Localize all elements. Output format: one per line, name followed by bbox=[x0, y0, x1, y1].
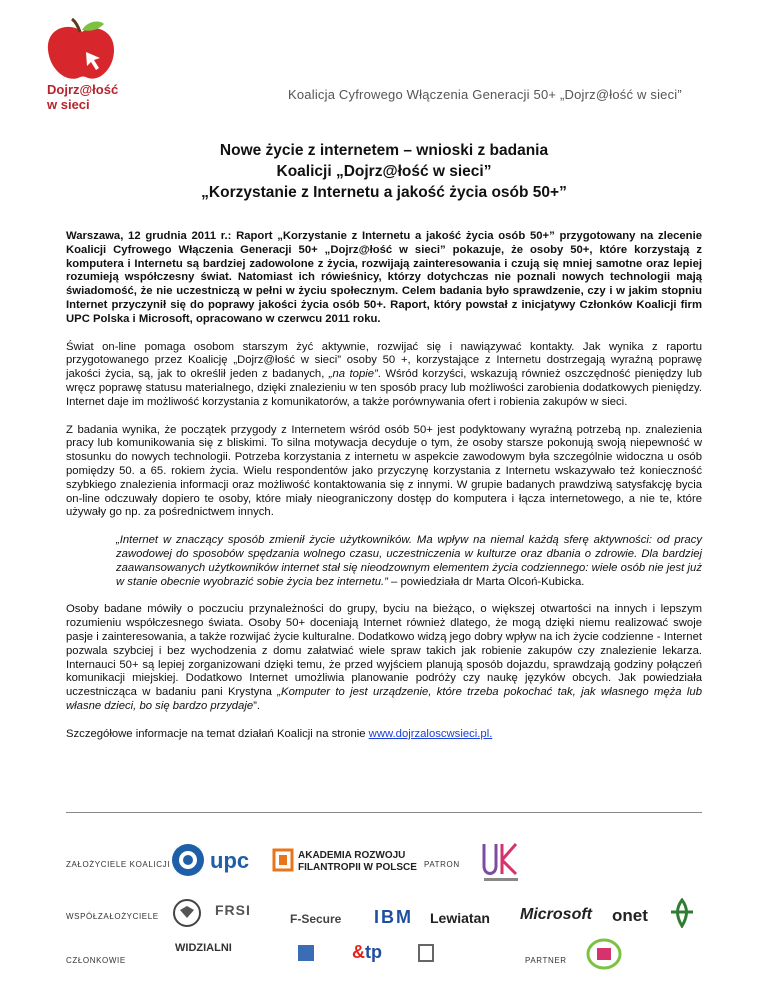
apple-logo bbox=[42, 18, 122, 89]
coalition-tagline: Koalicja Cyfrowego Włączenia Generacji 50+ „Dojrz@łość w sieci” bbox=[288, 87, 682, 102]
upc-logo bbox=[170, 842, 206, 883]
paragraph-3 bbox=[66, 603, 702, 713]
lead-paragraph: Warszawa, 12 grudnia 2011 r.: Raport „Korzystanie z Internetu a jakość życia osób 50+” przygotowany na zlecenie Koalicji Cyfrowego Włączenia Generacji 50+ „Dojrz@łość w sieci” pokazuje, że osoby 50+, które korzystają z komputera i Internetu są bardziej zadowolone z życia, rozwijają zainteresowania i czują się mniej samotne oraz lepiej rozumieją współczesny świat. Natomiast ich rówieśnicy, którzy dotychczas nie poznali nowych technologii mają świadomość, że nie uczestniczą w pełni w życiu społecznym. Celem badania było sprawdzenie, czy i w jakim stopniu Internet przyczynił się do poprawy jakości życia osób 50+. Raport, który powstał z inicjatywy Członków Koalicji firm UPC Polska i Microsoft, opracowano w czerwcu 2011 roku. bbox=[66, 230, 702, 325]
p3-emphasis: „Komputer to jest urządzenie, które trzeba pokochać tak, jak własnego męża lub własne dzieci, bo się bardzo przydaje bbox=[66, 686, 702, 712]
akademia-name bbox=[298, 850, 417, 874]
frsi-logo: FRSI bbox=[215, 902, 251, 918]
ministry-emblem bbox=[172, 898, 202, 933]
cofounders-label: WSPÓŁZAŁOŻYCIELE bbox=[66, 912, 159, 921]
tp-wordmark: tp bbox=[365, 942, 382, 962]
ibm-logo: IBM bbox=[374, 907, 413, 927]
partner-emblem-icon bbox=[584, 936, 624, 972]
apple-logo-icon bbox=[42, 18, 122, 84]
association-mark-icon bbox=[296, 943, 316, 963]
akademia-logo bbox=[272, 848, 294, 877]
brand-logo-line1: Dojrz@łość bbox=[47, 82, 119, 97]
lewiatan-logo: Lewiatan bbox=[430, 910, 490, 926]
akademia-mark-icon bbox=[272, 848, 294, 872]
closing-paragraph bbox=[66, 728, 702, 742]
members-label: CZŁONKOWIE bbox=[66, 956, 126, 965]
scout-lily-icon bbox=[668, 898, 696, 928]
uke-emblem-icon bbox=[478, 838, 524, 884]
akademia-line2: FILANTROPII W POLSCE bbox=[298, 862, 417, 873]
library-mark-icon bbox=[416, 943, 436, 963]
page-title bbox=[0, 140, 768, 203]
eagle-emblem-icon bbox=[172, 898, 202, 928]
title-line-1: Nowe życie z internetem – wnioski z badania bbox=[219, 142, 549, 159]
tp-logo bbox=[352, 942, 382, 963]
onet-logo: onet bbox=[612, 906, 648, 925]
coalition-website-link[interactable]: www.dojrzaloscwsieci.pl. bbox=[368, 727, 493, 740]
closing-text: Szczegółowe informacje na temat działań Koalicji na stronie bbox=[66, 727, 369, 740]
p1-text-a: Świat on-line pomaga osobom starszym żyć aktywnie, rozwijać się i nawiązywać kontakty. Jak wynika z raportu przygotowanego przez Koalicję „Dojrz@łość w sieci” osoby 50 +, korzystające z Internetu dostrzegają wyraźną poprawę jakości życia, są, jak to określił jeden z badanych, bbox=[66, 340, 702, 381]
member-logo-2 bbox=[296, 943, 316, 968]
title-line-2: Koalicji „Dojrz@łość w sieci” bbox=[276, 163, 492, 180]
expert-quote bbox=[116, 534, 702, 589]
upc-globe-icon bbox=[170, 842, 206, 878]
upc-wordmark: upc bbox=[210, 848, 250, 873]
paragraph-2: Z badania wynika, że początek przygody z Internetem wśród osób 50+ jest podyktowany wyraźną potrzebą np. znalezienia pracy lub komunikowania się z bliskimi. To silna motywacja decyduje o tym, że osoby starsze pokonują swoją niepewność w stosunku do nowych technologii. Potrzeba korzystania z internetu w aspekcie zawodowym była szczególnie widoczna u osób pomiędzy 50. a 65. rokiem życia. Wielu respondentów jako przyczynę korzystania z Internetu wskazywało też konieczność szybkiego znalezienia informacji oraz możliwość kontaktowania się z innymi. W grupie badanych prawdziwą satysfakcję bycia on-line odczuwały dopiero te osoby, które miały nieograniczony dostęp do komputera i łącza internetowego, a nie te, które używały go np. za pośrednictwem innych. bbox=[66, 423, 702, 519]
fsecure-logo: F-Secure bbox=[290, 912, 342, 926]
partner-label: PARTNER bbox=[525, 956, 567, 965]
microsoft-logo: Microsoft bbox=[520, 906, 592, 923]
tp-ampersand-icon: & bbox=[352, 942, 365, 962]
widzialni-logo: WIDZIALNI bbox=[175, 942, 232, 954]
brand-logo-text bbox=[47, 82, 118, 112]
paragraph-1 bbox=[66, 341, 702, 410]
title-line-3: „Korzystanie z Internetu a jakość życia osób 50+” bbox=[201, 184, 567, 201]
p1-text-b: . Wśród korzyści, wskazują również oszczędność pieniędzy lub wręcz poprawę statusu materialnego, dzięki znalezieniu w ten sposób pracy lub możliwości zarobienia dodatkowych pieniędzy. Internet daje im możliwość korzystania z komunikatorów, a także porównywania ofert i robienia zakupów w sieci. bbox=[66, 368, 702, 408]
footer-divider bbox=[66, 812, 702, 813]
p3-text-b: ”. bbox=[253, 699, 261, 712]
partner-logo bbox=[584, 936, 624, 977]
akademia-line1: AKADEMIA ROZWOJU bbox=[298, 850, 406, 861]
library-logo bbox=[416, 943, 436, 968]
founders-label: ZAŁOŻYCIELE KOALICJI bbox=[66, 860, 171, 869]
article-body bbox=[66, 230, 702, 756]
quote-author: – powiedziała dr Marta Olcoń-Kubicka. bbox=[387, 575, 585, 588]
p1-emphasis: „na topie” bbox=[328, 368, 378, 381]
scouts-logo bbox=[668, 898, 696, 933]
p3-text-a: Osoby badane mówiły o poczuciu przynależności do grupy, byciu na bieżąco, o większej otwartości na innych i lepszym rozumieniu współczesnego świata. Osoby 50+ doceniają Internet również dlatego, że mogą dzięki niemu realizować swoje pasje i zainteresowania, a także rozwijać życie kulturalne. Dodatkowo widzą jego dobry wpływ na ich życie codzienne - Internet pozwala szybciej i bez wychodzenia z domu załatwiać wiele spraw takich jak robienie zakupów czy znalezienie lekarza. Internauci 50+ są lepiej zorganizowani dzięki temu, że przed wyjściem planują sposób dojazdu, sprawdzają godziny połączeń komunikacji miejskiej. Dodatkowo Internet umożliwia planowanie podróży czy naukę języków obcych. Jak powiedziała uczestnicząca w badaniu pani Krystyna bbox=[66, 603, 702, 699]
quote-text: „Internet w znaczący sposób zmienił życie użytkowników. Ma wpływ na niemal każdą sferę aktywności: od pracy zawodowej do sposobów spędzania wolnego czasu, uczestniczenia w kulturze oraz dbania o zdrowie. Dla bardziej zaawansowanych użytkowników internet stał się nieodzownym elementem życia codziennego: wiele osób nie jest już w stanie obecnie wyobrazić sobie życia bez internetu.” bbox=[116, 534, 702, 588]
uke-logo bbox=[478, 838, 524, 889]
patron-label: PATRON bbox=[424, 860, 460, 869]
brand-logo-line2: w sieci bbox=[47, 97, 90, 112]
